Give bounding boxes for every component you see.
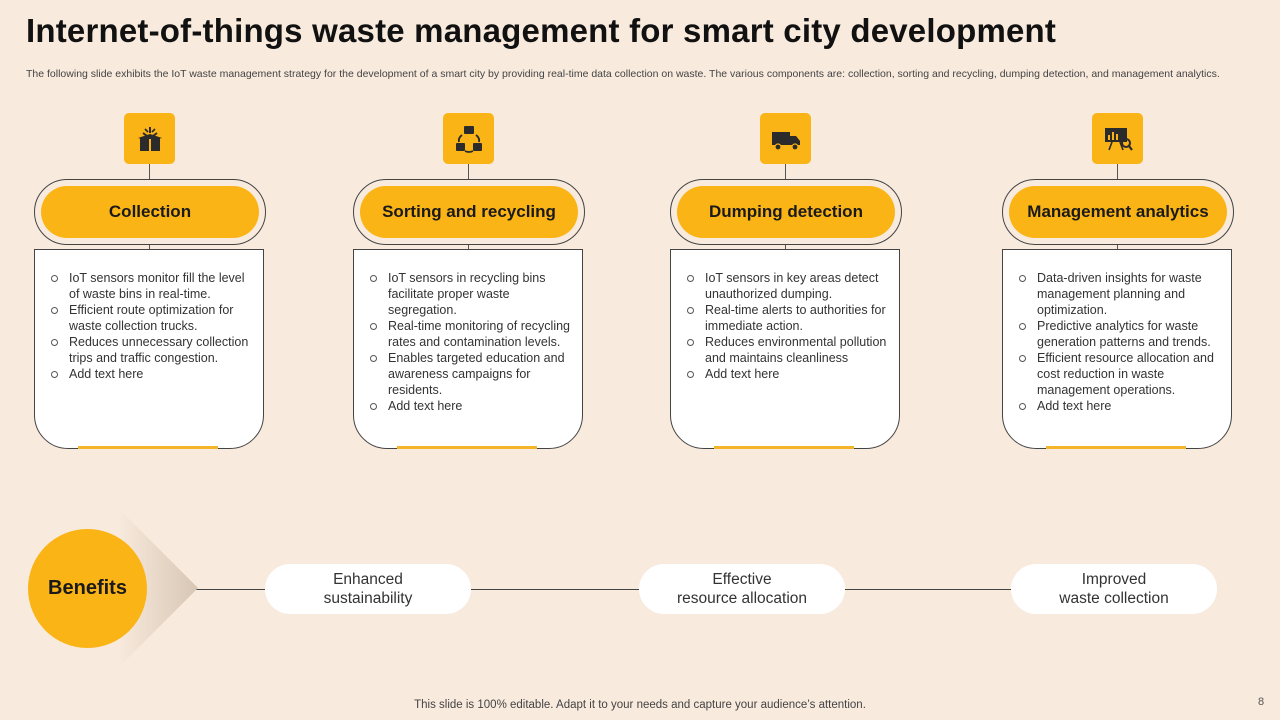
waste-box-icon [124, 113, 175, 164]
list-item: Efficient resource allocation and cost reduction in waste management operations. [1019, 350, 1219, 398]
column-sorting-recycling [353, 113, 585, 453]
collection-heading-frame [34, 179, 266, 245]
list-item: Real-time monitoring of recycling rates and contamination levels. [370, 318, 570, 350]
card-accent-bar [397, 446, 537, 449]
column-collection [34, 113, 266, 453]
sorting-heading: Sorting and recycling [360, 186, 578, 238]
benefit-text-line2: waste collection [1059, 590, 1169, 607]
list-item: Predictive analytics for waste generation patterns and trends. [1019, 318, 1219, 350]
slide-subtitle: The following slide exhibits the IoT waste management strategy for the development of a smart city by providing real-time data collection on waste. The various components are: collection, sorting and recycling, dumping detection, and management analytics. [26, 68, 1220, 80]
dumping-bullet-list [671, 250, 899, 382]
benefit-item [639, 564, 845, 614]
recycling-cycle-icon [443, 113, 494, 164]
column-management-analytics [1002, 113, 1234, 453]
sorting-bullet-list [354, 250, 582, 414]
benefit-text-line1: Enhanced [333, 571, 403, 588]
list-item: Reduces environmental pollution and maintains cleanliness [687, 334, 887, 366]
list-item: IoT sensors monitor fill the level of waste bins in real-time. [51, 270, 251, 302]
footer-note: This slide is 100% editable. Adapt it to your needs and capture your audience’s attention. [414, 699, 866, 711]
dump-truck-icon [760, 113, 811, 164]
benefit-item [1011, 564, 1217, 614]
list-item[interactable]: Add text here [687, 366, 887, 382]
benefit-text-line2: resource allocation [676, 590, 808, 607]
dumping-heading: Dumping detection [677, 186, 895, 238]
list-item: IoT sensors in key areas detect unauthorized dumping. [687, 270, 887, 302]
list-item: Real-time alerts to authorities for immediate action. [687, 302, 887, 334]
list-item: Efficient route optimization for waste collection trucks. [51, 302, 251, 334]
benefits-label: Benefits [28, 529, 147, 648]
dumping-heading-frame [670, 179, 902, 245]
analytics-heading-frame [1002, 179, 1234, 245]
collection-bullet-list [35, 250, 263, 382]
list-item[interactable]: Add text here [51, 366, 251, 382]
page-number: 8 [1258, 696, 1265, 708]
analytics-bullet-list [1003, 250, 1231, 414]
benefit-item [265, 564, 471, 614]
analytics-card [1002, 249, 1232, 449]
benefit-text-line2: sustainability [323, 590, 413, 607]
collection-heading: Collection [41, 186, 259, 238]
dumping-card [670, 249, 900, 449]
card-accent-bar [1046, 446, 1186, 449]
analytics-board-icon [1092, 113, 1143, 164]
list-item: Reduces unnecessary collection trips and traffic congestion. [51, 334, 251, 366]
analytics-heading: Management analytics [1009, 186, 1227, 238]
sorting-card [353, 249, 583, 449]
list-item: Enables targeted education and awareness campaigns for residents. [370, 350, 570, 398]
collection-card [34, 249, 264, 449]
card-accent-bar [714, 446, 854, 449]
list-item[interactable]: Add text here [1019, 398, 1219, 414]
card-accent-bar [78, 446, 218, 449]
list-item: Data-driven insights for waste management planning and optimization. [1019, 270, 1219, 318]
column-dumping-detection [670, 113, 902, 453]
sorting-heading-frame [353, 179, 585, 245]
benefit-text-line1: Effective [712, 571, 772, 588]
list-item: IoT sensors in recycling bins facilitate proper waste segregation. [370, 270, 570, 318]
benefit-text-line1: Improved [1081, 571, 1147, 588]
list-item[interactable]: Add text here [370, 398, 570, 414]
slide-title: Internet-of-things waste management for smart city development [26, 12, 1057, 49]
